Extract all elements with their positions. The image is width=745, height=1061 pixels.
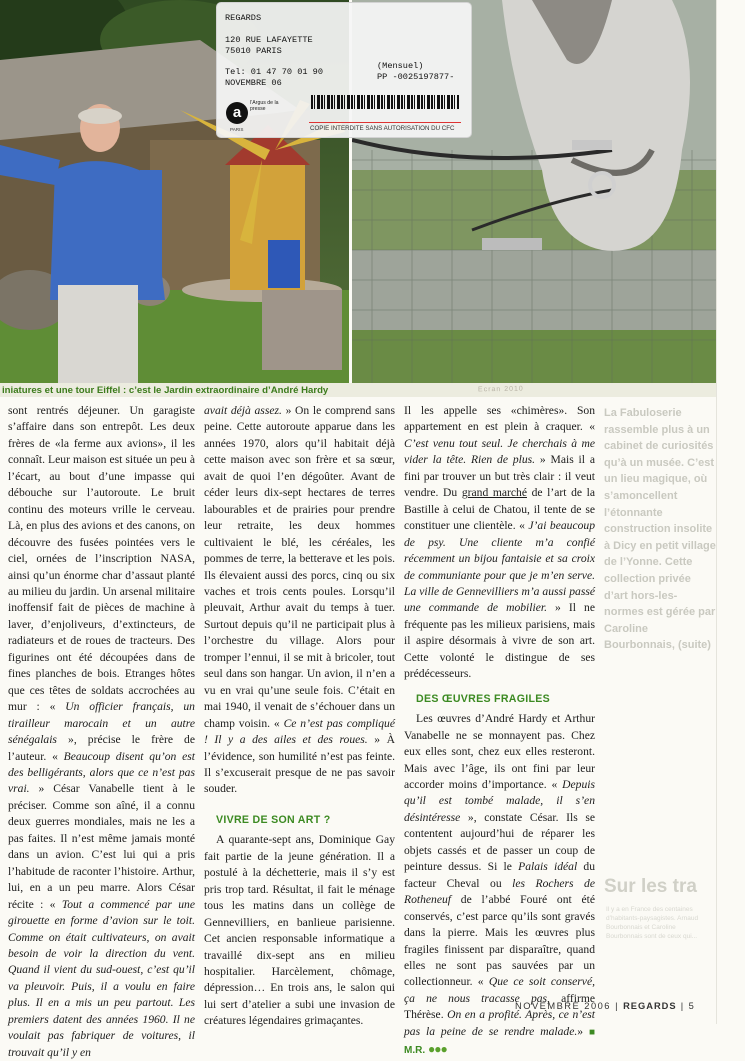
show-through-text: La Fabuloserie rassemble plus à un cabinet de curiosités qu’à un musée. C’est un lieu magique, où s’amoncellent l’étonnante construction insolite à Dicy en petit village de l’Yonne. Cette collection privée d’art hors-les-normes est gérée par Caroline Bourbonnais, (suite) [604, 407, 716, 652]
text-run: » On le comprend sans peine. Cette autoroute apparue dans les années 1970, alors qu’il habitait déjà cette maison avec son frère et sa sœur, avait de quoi l’en dégoûter. Avant de céder leurs dix-sept hectares de terres labourables et de prairies pour prendre leur retraite, les deux hommes cultivaient le blé, les céréales, les pommes de terre, la betterave et les pois. Ils élevaient aussi des porcs, cinq ou six vaches et trois cents poules. Lorsqu’il pleuvait, Arthur avait du temps à tuer. Surtout depuis qu’il ne participait plus à l’orchestre du village. Alors pour tromper l’ennui, il se mit à bricoler, tout seul dans son hangar. Un avion, il n’en a vu en vrai qu’une seule fois. C’était en mai 1940, il venait de s’échouer dans un champ voisin. « [204, 404, 395, 730]
stamp-reference: PP -0025197877- [377, 72, 455, 82]
footer-page-number: | 5 [680, 1001, 696, 1011]
stamp-phone: Tel: 01 47 70 01 90 [225, 67, 323, 77]
text-run: du facteur Cheval ou [404, 860, 595, 890]
text-run: sont rentrés déjeuner. Un garagiste s’affaire dans son entrepôt. Les deux frères de «la ferme aux avions», il les connaît. Leur maison est située un peu à l’écart, au bout d’une impasse qui débouche sur l’autoroute. Le bruit continu des moteurs vrille le cerveau. Là, en plus des avions et des canons, on découvre des fusées pointées vers le ciel, ornées de l’inscription NASA, ainsi qu’un énorme char d’assaut planté au milieu du jardin. Un arsenal militaire inoffensif fait de pièces de machine à laver, d’enjoliveurs, d’extincteurs, de radiateurs et de roues de tracteurs. Des figurines ont été découpées dans de fines planches de bois. Etranges hôtes que ces têtes de soldats accrochées au mur : « [8, 404, 195, 714]
text-run: Les œuvres d’André Hardy et Arthur Vanabelle ne se monnayent pas. Chez eux elles sont, chez eux elles resteront. Mais avec l’âge, ils ont fini par leur accorder moins d’importance. « [404, 712, 595, 791]
quote-run: les Rochers de Rotheneuf [404, 876, 595, 907]
text-run: » Mais il a fini par trouver un but très clair : il veut vendre. Du [404, 453, 595, 500]
quote-run: Que ce soit conservé, ça ne nous tracasse pas, [404, 975, 595, 1005]
text-run: », précise le frère de l’auteur. « [8, 733, 195, 763]
argus-logo-icon: a [226, 102, 248, 124]
stamp-date: NOVEMBRE 06 [225, 78, 282, 88]
page-edge-rule [716, 0, 717, 1024]
underlined-run: grand marché [461, 486, 527, 500]
quote-run: On en a profité. Après, ce n’est pas la peine de se rendre malade. [404, 1008, 596, 1038]
quote-run: Tout a commencé par une girouette en forme d’avion sur le toit. Comme on était cultivateurs, on avait besoin de voir la direction du vent. Quand il vient du sud-ouest, c’est qu’il va pleuvoir. Puis, il a voulu en faire plus. Il en a mis un peu partout. Les premiers datent des années 1960. Il ne voulait pas fabriquer de voitures, il trouvait qu’il y en [8, 897, 195, 1059]
quote-run: Depuis qu’il est tombé malade, il s’en désintéresse [404, 777, 595, 824]
stamp-red-rule [309, 122, 461, 123]
show-through-small-text: Il y a en France des centaines d’habitants-paysagistes. Arnaud Bourbonnais et Caroline Bourbonnais sont de ceux qui... [606, 906, 699, 940]
press-clipping-stamp [216, 2, 472, 138]
stamp-copyright: COPIE INTERDITE SANS AUTORISATION DU CFC [310, 125, 455, 132]
handwritten-note: Ecran 2010 [477, 385, 524, 394]
text-run: de l’abbé Fouré ont été conservés, c’est parce qu’ils sont gravés dans la pierre. Mais les œuvres plus fragiles finissent par disparaître, quand elles ne sont pas sauvées par un collectionneur. « [404, 893, 595, 989]
stamp-city: 75010 PARIS [225, 46, 282, 56]
footer-date: NOVEMBRE 2006 [515, 1001, 611, 1011]
quote-run: Palais idéal [518, 860, 578, 874]
quote-run: avait déjà assez. [204, 404, 282, 417]
article-column-3 [404, 403, 595, 1060]
show-through-heading: Sur les tra [604, 876, 697, 897]
text-run: affirme Thérèse. [404, 991, 595, 1022]
quote-run: Un officier français, un tirailleur marocain et un autre sénégalais [8, 700, 195, 747]
text-run: » Il ne fréquente pas les milieux parisiens, mais il aspire désormais à vivre de son art. Cette volonté le distingue de ses prédécesseurs. [404, 601, 595, 681]
section-heading: DES ŒUVRES FRAGILES [416, 692, 551, 705]
stamp-logo-city: PARIS [230, 127, 244, 132]
barcode [311, 95, 459, 109]
photo-caption: iniatures et une tour Eiffel : c’est le Jardin extraordinaire d’André Hardy [2, 385, 329, 396]
paragraph: A quarante-sept ans, Dominique Gay fait partie de la jeune génération. Il a postulé à la déchetterie, mais il s’y est pris trop tard. Résultat, il fait le ménage tous les matins dans un collège de Gennevilliers, en banlieue parisienne. Cet ancien responsable informatique a travaillé dix-sept ans en milieu hospitalier. Harcèlement, chômage, dépression… En trois ans, le salon qui lui sert d’atelier a subi une invasion de créatures légendaires grimaçantes. [204, 833, 395, 1028]
stamp-address: 120 RUE LAFAYETTE [225, 35, 313, 45]
quote-run: C’est venu tout seul. Je cherchais à me vider la tête. Rien de plus. [404, 436, 595, 467]
end-dots-icon: ●●● [428, 1042, 447, 1057]
text-run: » À l’évidence, son humilité n’est pas feinte. Il s’excuserait presque de ne pas savoir souder. [204, 733, 395, 796]
article-column-1 [8, 403, 195, 1061]
stamp-publication: REGARDS [225, 13, 262, 23]
quote-run: Beaucoup disent qu’on est des belligérants, alors que ce n’est pas vrai. [8, 749, 195, 796]
stamp-frequency: (Mensuel) [377, 61, 424, 71]
quote-run: Ce n’est pas compliqué ! Il y a des ailes et des roues. [204, 716, 395, 747]
article-column-2 [204, 403, 395, 1030]
paragraph [8, 403, 195, 1061]
argus-logo-text: l’Argus de la presse [250, 100, 279, 112]
text-run: de l’art de la Bastille à celui de Chatou, il tente de se constituer une clientèle. « [404, 486, 596, 533]
footer-separator: | [615, 1001, 619, 1011]
section-heading: VIVRE DE SON ART ? [216, 813, 331, 826]
page-footer [515, 1001, 695, 1011]
text-run: Il les appelle ses «chimères». Son appartement en est plein à craquer. « [404, 404, 595, 434]
text-run: », constate César. Ils se contentent aujourd’hui de réparer les objets cassés et de passer un coup de peinture dessus. Si le [404, 810, 595, 874]
text-run: » César Vanabelle tient à le préciser. Comme son aîné, il a connu deux guerres mondiales, mais ne les a pas faites. Il n’est même jamais monté dans un avion. C’est lui qui a pris l’habitude de raconter l’histoire. Arthur, lui, en a un peu marre. Alors César récite : « [8, 782, 195, 911]
paragraph [204, 403, 395, 798]
footer-magazine: REGARDS [623, 1001, 677, 1011]
text-run: » [577, 1024, 584, 1038]
paragraph [404, 403, 595, 683]
quote-run: J’ai beaucoup de psy. Une cliente m’a confié récemment un bijou fantaisie et sa croix de communiante pour que je m’en serve. La ville de Gennevilliers m’a aussi passé une commande de mobilier. [404, 519, 595, 615]
author-signature: ■ M.R. [404, 1026, 595, 1057]
